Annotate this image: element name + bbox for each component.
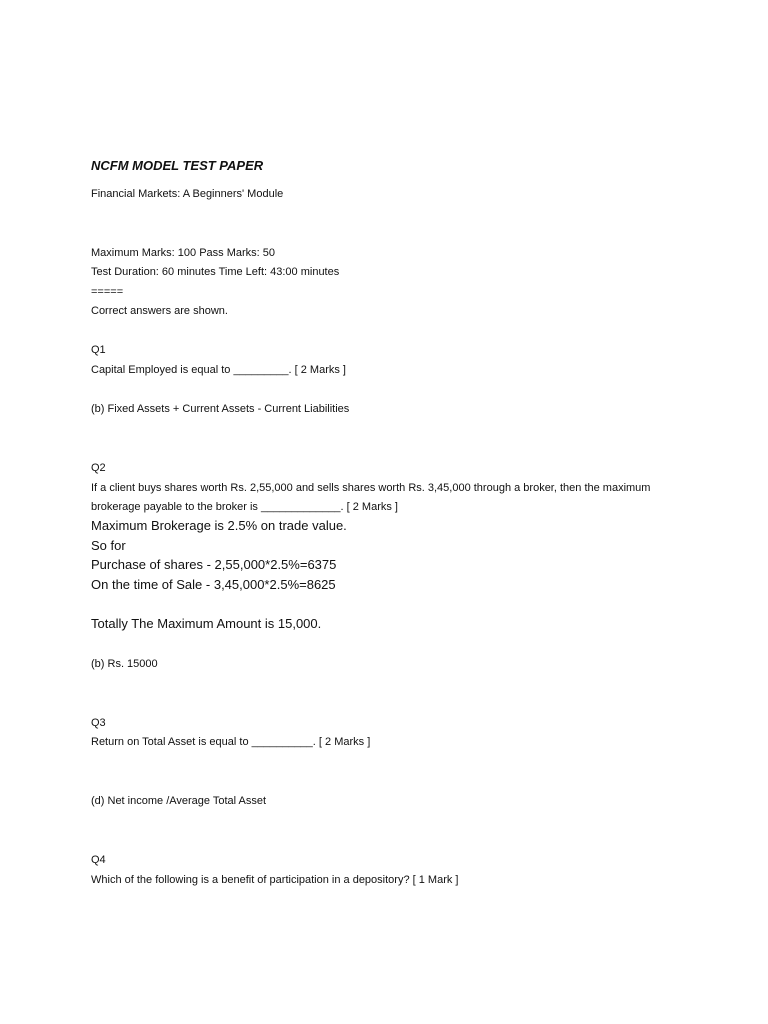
- question-number-q3: Q3: [91, 717, 106, 729]
- question-text-q3: Return on Total Asset is equal to __________. [ 2 Marks ]: [91, 736, 371, 748]
- question-number-q4: Q4: [91, 854, 106, 866]
- duration-info: Test Duration: 60 minutes Time Left: 43:00 minutes: [91, 266, 340, 278]
- explanation-line: On the time of Sale - 3,45,000*2.5%=8625: [91, 577, 336, 592]
- question-number-q2: Q2: [91, 462, 106, 474]
- page-title: NCFM MODEL TEST PAPER: [91, 158, 264, 173]
- separator-text: =====: [91, 286, 124, 298]
- answer-q1: (b) Fixed Assets + Current Assets - Current Liabilities: [91, 403, 350, 415]
- answer-q2: (b) Rs. 15000: [91, 658, 158, 670]
- question-text-q2-line2: brokerage payable to the broker is _____________. [ 2 Marks ]: [91, 501, 398, 513]
- explanation-line: Maximum Brokerage is 2.5% on trade value.: [91, 518, 347, 533]
- explanation-line: Purchase of shares - 2,55,000*2.5%=6375: [91, 557, 337, 572]
- question-text-q4: Which of the following is a benefit of participation in a depository? [ 1 Mark ]: [91, 874, 459, 886]
- answers-note: Correct answers are shown.: [91, 305, 228, 317]
- marks-info: Maximum Marks: 100 Pass Marks: 50: [91, 247, 275, 259]
- question-number-q1: Q1: [91, 344, 106, 356]
- question-text-q1: Capital Employed is equal to _________. [ 2 Marks ]: [91, 364, 346, 376]
- module-subtitle: Financial Markets: A Beginners' Module: [91, 188, 284, 200]
- question-text-q2-line1: If a client buys shares worth Rs. 2,55,000 and sells shares worth Rs. 3,45,000 through a broker, then the maximum: [91, 482, 651, 494]
- explanation-line: So for: [91, 538, 126, 553]
- explanation-total: Totally The Maximum Amount is 15,000.: [91, 616, 322, 631]
- answer-q3: (d) Net income /Average Total Asset: [91, 795, 267, 807]
